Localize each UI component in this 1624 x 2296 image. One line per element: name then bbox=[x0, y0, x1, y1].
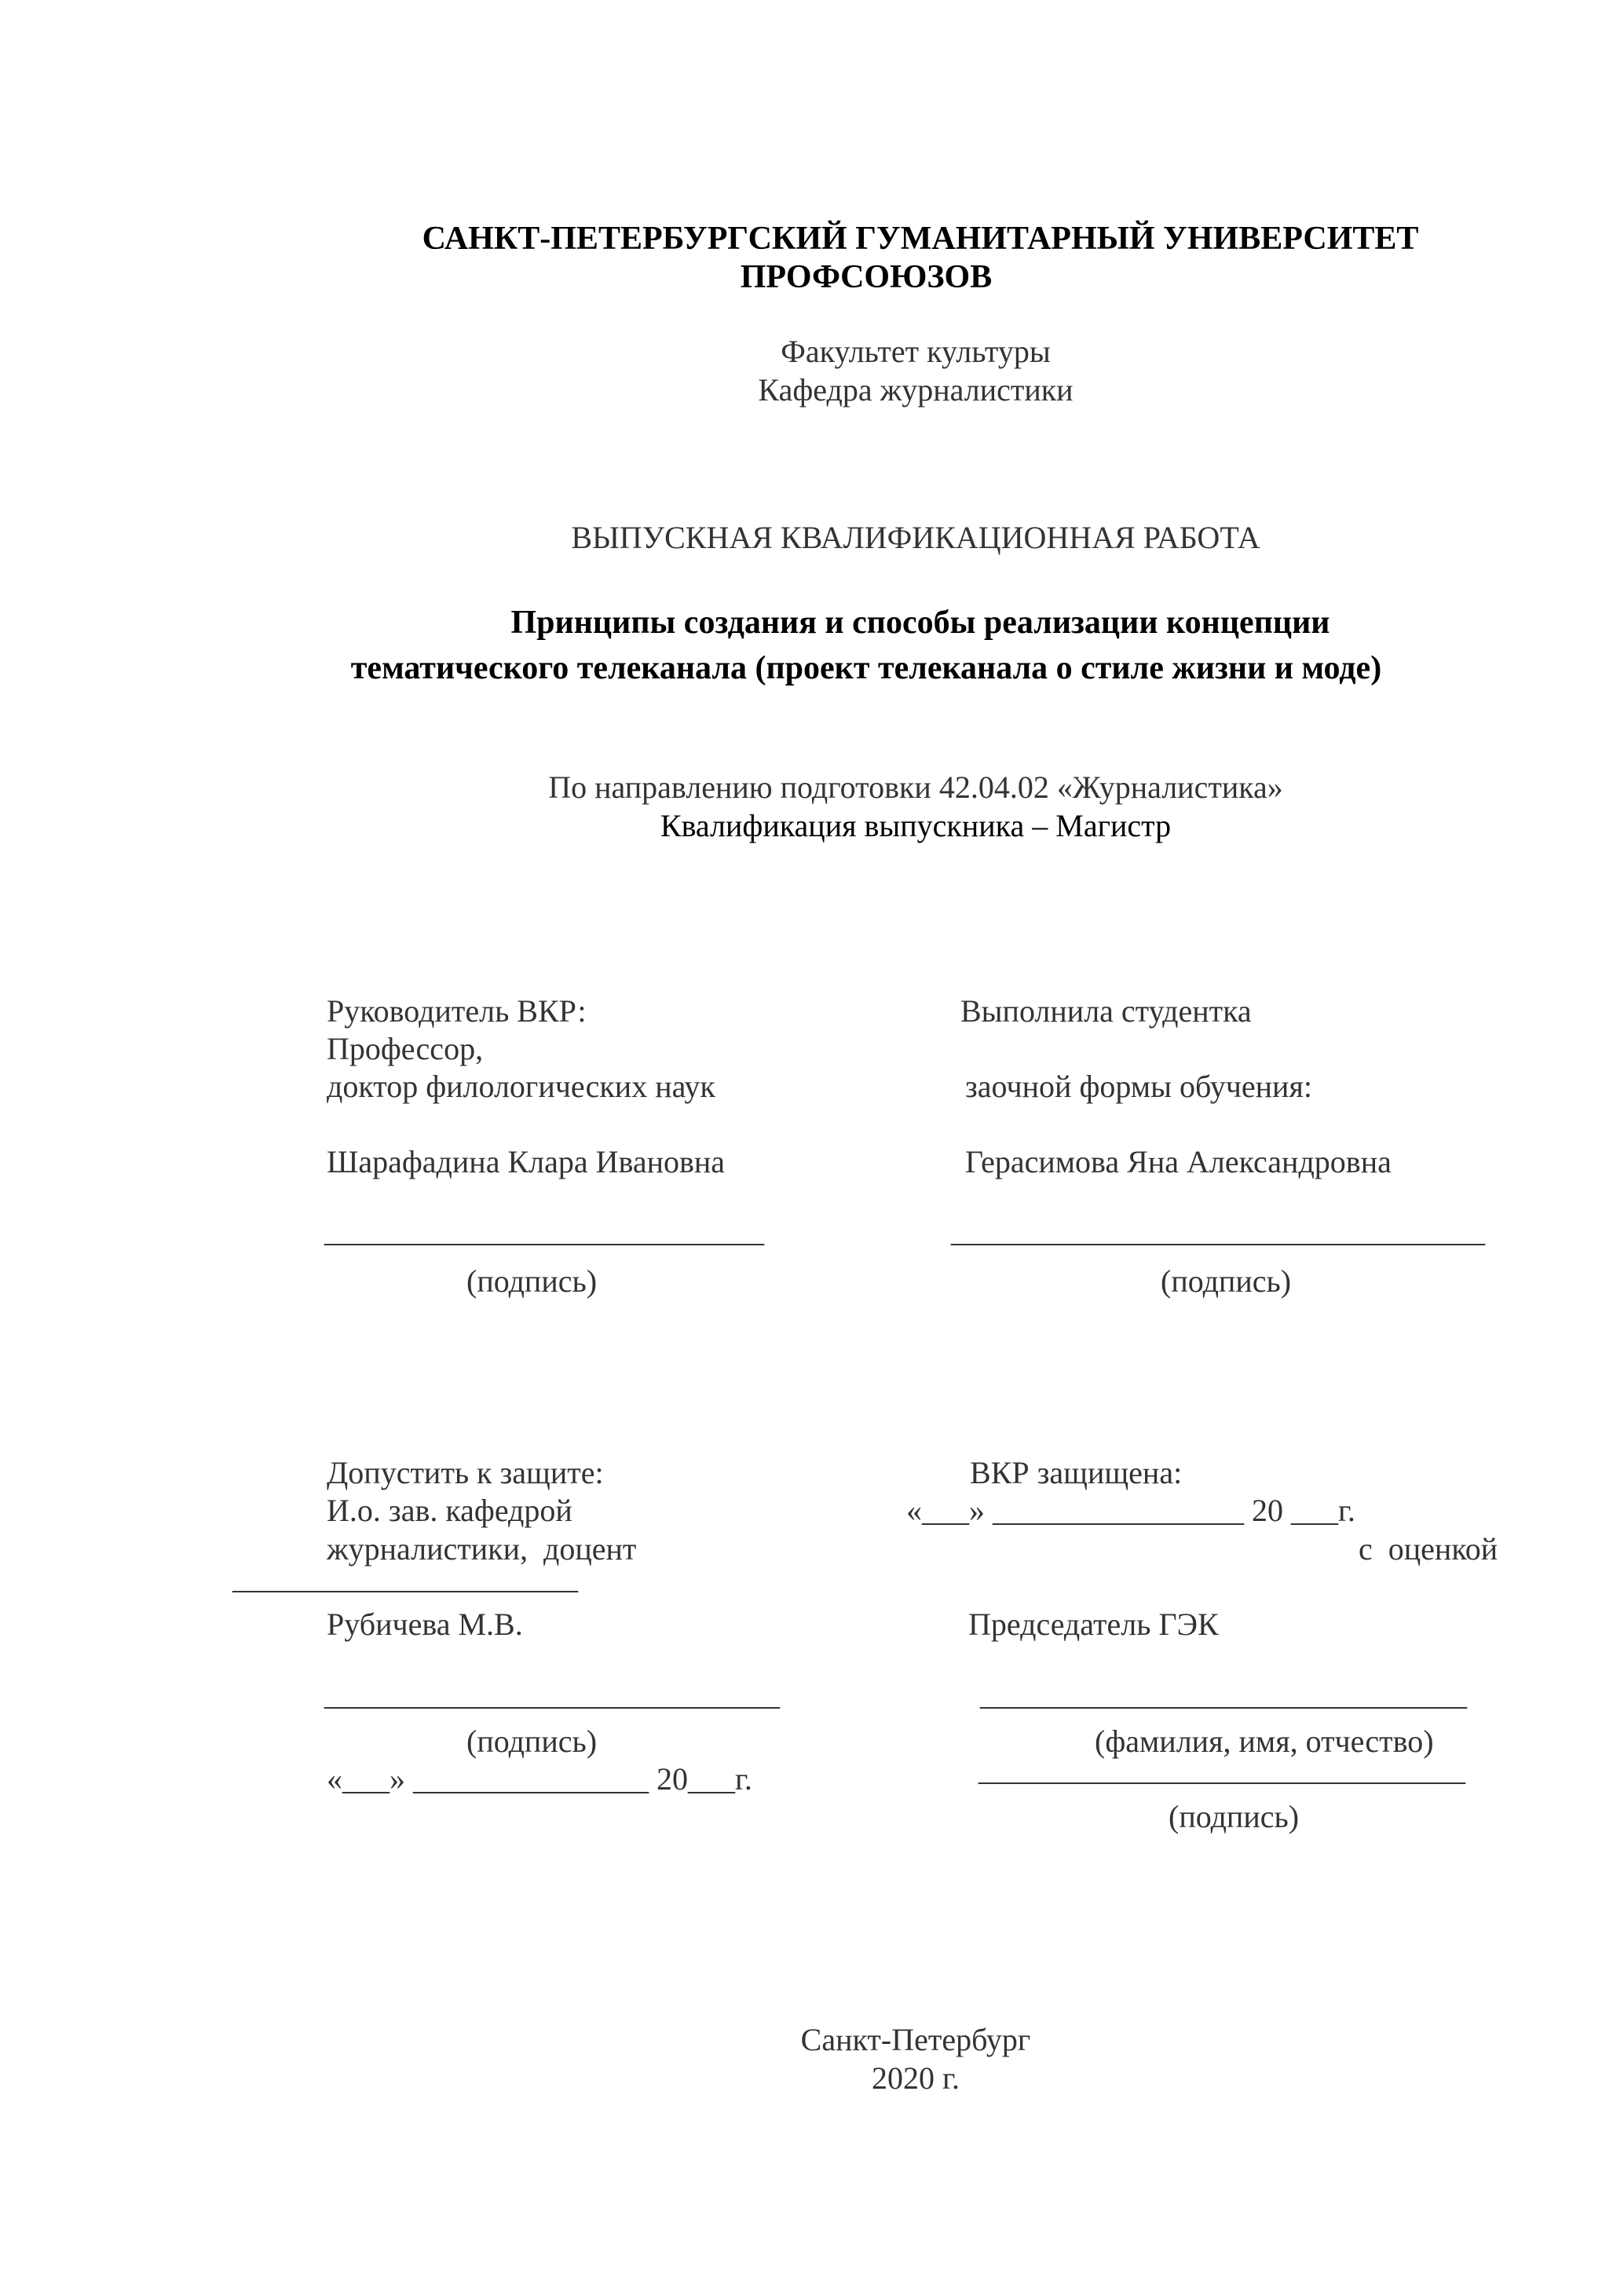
student-study-form: заочной формы обучения: bbox=[965, 1069, 1312, 1104]
supervisor-name: Шарафадина Клара Ивановна bbox=[327, 1144, 726, 1179]
defense-date-line: «___» ________________ 20 ___г. bbox=[906, 1493, 1355, 1528]
university-name-line1: САНКТ-ПЕТЕРБУРГСКИЙ ГУМАНИТАРНЫЙ УНИВЕРСИТЕТ bbox=[422, 221, 1419, 257]
admission-signature-line: _____________________________ bbox=[324, 1676, 780, 1712]
admission-date-line: «___» _______________ 20___г. bbox=[327, 1761, 752, 1797]
department-name: Кафедра журналистики bbox=[758, 372, 1074, 408]
defense-label: ВКР защищена: bbox=[970, 1455, 1183, 1490]
university-name-line2: ПРОФСОЮЗОВ bbox=[740, 259, 993, 295]
defense-fullname-line: _______________________________ bbox=[980, 1676, 1467, 1712]
supervisor-signature-caption: (подпись) bbox=[466, 1263, 598, 1299]
faculty-name: Факультет культуры bbox=[781, 334, 1051, 369]
admission-signature-caption: (подпись) bbox=[466, 1724, 598, 1759]
admission-position-line2: журналистики, доцент bbox=[327, 1531, 637, 1567]
supervisor-position: Профессор, bbox=[327, 1031, 484, 1066]
supervisor-label: Руководитель ВКР: bbox=[327, 993, 587, 1029]
work-type: ВЫПУСКНАЯ КВАЛИФИКАЦИОННАЯ РАБОТА bbox=[571, 520, 1260, 555]
defense-chair-label: Председатель ГЭК bbox=[968, 1607, 1219, 1642]
admission-stray-line: ______________________ bbox=[232, 1560, 578, 1596]
qualification: Квалификация выпускника – Магистр bbox=[660, 808, 1172, 843]
defense-grade: с оценкой bbox=[1359, 1531, 1498, 1567]
defense-signature-line: _______________________________ bbox=[978, 1752, 1465, 1787]
admission-position-line1: И.о. зав. кафедрой bbox=[327, 1493, 572, 1528]
defense-signature-caption: (подпись) bbox=[1169, 1799, 1300, 1834]
supervisor-degree: доктор филологических наук bbox=[327, 1069, 715, 1104]
city: Санкт-Петербург bbox=[800, 2022, 1031, 2057]
admission-label: Допустить к защите: bbox=[327, 1455, 604, 1490]
student-signature-caption: (подпись) bbox=[1161, 1263, 1292, 1299]
student-signature-line: __________________________________ bbox=[951, 1213, 1485, 1249]
defense-fullname-caption: (фамилия, имя, отчество) bbox=[1095, 1724, 1434, 1759]
work-title-line2: тематического телеканала (проект телеканала о стиле жизни и моде) bbox=[350, 650, 1382, 686]
admission-head-name: Рубичева М.В. bbox=[327, 1607, 523, 1642]
student-name: Герасимова Яна Александровна bbox=[965, 1144, 1392, 1179]
student-label: Выполнила студентка bbox=[960, 993, 1252, 1029]
supervisor-signature-line: ____________________________ bbox=[324, 1213, 764, 1249]
year: 2020 г. bbox=[872, 2060, 960, 2096]
work-title-line1: Принципы создания и способы реализации концепции bbox=[510, 605, 1330, 641]
direction-of-study: По направлению подготовки 42.04.02 «Журналистика» bbox=[548, 770, 1283, 805]
